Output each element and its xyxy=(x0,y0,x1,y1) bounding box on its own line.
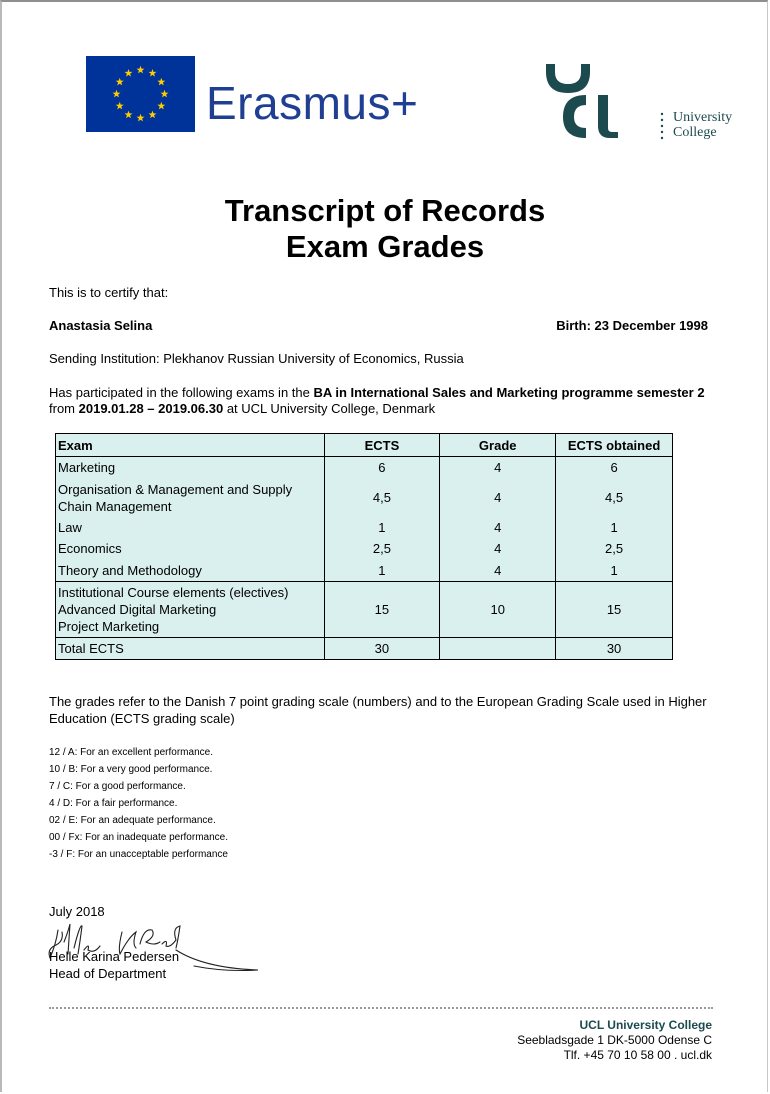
eu-star-icon xyxy=(116,78,124,86)
ucl-logo-line1: University xyxy=(673,110,733,125)
header-exam: Exam xyxy=(56,434,325,457)
ucl-logo-text xyxy=(673,110,732,140)
ects-cell: 15 xyxy=(324,582,440,638)
grades-table xyxy=(55,433,673,660)
exam-cell: Organisation & Management and Supply Chain Management xyxy=(56,479,325,517)
signature-date: July 2018 xyxy=(49,904,105,919)
footer-contact: Tlf. +45 70 10 58 00 . ucl.dk xyxy=(563,1048,712,1062)
participation-part2: from xyxy=(49,401,79,416)
table-header-row xyxy=(56,434,673,457)
page-subtitle: Exam Grades xyxy=(285,229,485,264)
scale-item: -3 / F: For an unacceptable performance xyxy=(49,849,228,860)
eu-star-icon xyxy=(149,69,157,77)
ects-cell: 2,5 xyxy=(324,538,440,560)
ects-obtained-cell: 30 xyxy=(556,638,673,660)
eu-star-icon xyxy=(157,102,165,110)
header-ects-obtained: ECTS obtained xyxy=(556,434,673,457)
ects-cell: 6 xyxy=(324,457,440,479)
table-row xyxy=(56,517,673,538)
erasmus-logo-text: Erasmus+ xyxy=(206,77,419,129)
header-grade: Grade xyxy=(440,434,556,457)
ects-cell: 1 xyxy=(324,517,440,538)
eu-star-icon xyxy=(137,114,145,122)
grade-cell: 4 xyxy=(440,457,556,479)
signatory-name: Helle Karina Pedersen xyxy=(49,949,180,964)
ects-obtained-cell: 1 xyxy=(556,560,673,582)
footer-divider xyxy=(49,1007,713,1009)
grading-scale-list xyxy=(49,744,228,863)
exam-cell: Law xyxy=(56,517,325,538)
scale-item: 12 / A: For an excellent performance. xyxy=(49,747,213,758)
participation-text xyxy=(49,385,729,417)
ects-cell: 30 xyxy=(324,638,440,660)
scale-item: 4 / D: For a fair performance. xyxy=(49,798,178,809)
ects-cell: 1 xyxy=(324,560,440,582)
scale-item: 02 / E: For an adequate performance. xyxy=(49,815,216,826)
student-birth: Birth: 23 December 1998 xyxy=(556,318,708,333)
certify-text: This is to certify that: xyxy=(49,285,169,300)
ects-obtained-cell: 1 xyxy=(556,517,673,538)
exam-cell: Total ECTS xyxy=(56,638,325,660)
sending-institution: Sending Institution: Plekhanov Russian University of Economics, Russia xyxy=(49,351,464,366)
grades-note: The grades refer to the Danish 7 point grading scale (numbers) and to the European Grading Scale used in Higher Education (ECTS grading scale) xyxy=(49,694,707,726)
footer-address: Seebladsgade 1 DK-5000 Odense C xyxy=(517,1033,712,1047)
ects-obtained-cell: 4,5 xyxy=(556,479,673,517)
eu-star-icon xyxy=(137,66,145,74)
ects-obtained-cell: 6 xyxy=(556,457,673,479)
eu-star-icon xyxy=(149,111,157,119)
header-ects: ECTS xyxy=(324,434,440,457)
grade-cell: 10 xyxy=(440,582,556,638)
ucl-logo-line2: College xyxy=(673,125,717,140)
exam-cell: Institutional Course elements (electives) Advanced Digital Marketing Project Marketing xyxy=(56,582,325,638)
ects-cell: 4,5 xyxy=(324,479,440,517)
eu-flag-logo xyxy=(86,56,195,132)
footer-institution-name: UCL University College xyxy=(579,1018,712,1032)
exam-dates: 2019.01.28 – 2019.06.30 xyxy=(78,401,224,416)
exam-cell: Marketing xyxy=(56,457,325,479)
eu-star-icon xyxy=(157,78,165,86)
ects-obtained-cell: 2,5 xyxy=(556,538,673,560)
scale-item: 00 / Fx: For an inadequate performance. xyxy=(49,832,228,843)
exam-cell: Theory and Methodology xyxy=(56,560,325,582)
table-row xyxy=(56,582,673,638)
grade-cell: 4 xyxy=(440,479,556,517)
table-row xyxy=(56,479,673,517)
exam-cell: Economics xyxy=(56,538,325,560)
eu-star-icon xyxy=(161,90,169,98)
eu-star-icon xyxy=(116,102,124,110)
table-row xyxy=(56,560,673,582)
eu-star-icon xyxy=(125,69,133,77)
participation-part1: Has participated in the following exams in the xyxy=(49,385,314,400)
ucl-logo xyxy=(546,62,636,142)
eu-star-icon xyxy=(125,111,133,119)
footer-address-block xyxy=(517,1018,712,1063)
table-total-row xyxy=(56,638,673,660)
grade-cell: 4 xyxy=(440,560,556,582)
table-row xyxy=(56,457,673,479)
programme-name: BA in International Sales and Marketing programme semester 2 xyxy=(313,385,705,400)
grade-cell: 4 xyxy=(440,538,556,560)
ucl-dotted-divider xyxy=(660,112,664,140)
signatory-role: Head of Department xyxy=(49,966,167,981)
page-title: Transcript of Records xyxy=(224,193,546,228)
grade-cell xyxy=(440,638,556,660)
participation-part3: at UCL University College, Denmark xyxy=(223,401,436,416)
grade-cell: 4 xyxy=(440,517,556,538)
eu-star-icon xyxy=(113,90,121,98)
scale-item: 7 / C: For a good performance. xyxy=(49,781,186,792)
ects-obtained-cell: 15 xyxy=(556,582,673,638)
student-name: Anastasia Selina xyxy=(49,318,153,333)
table-row xyxy=(56,538,673,560)
scale-item: 10 / B: For a very good performance. xyxy=(49,764,213,775)
